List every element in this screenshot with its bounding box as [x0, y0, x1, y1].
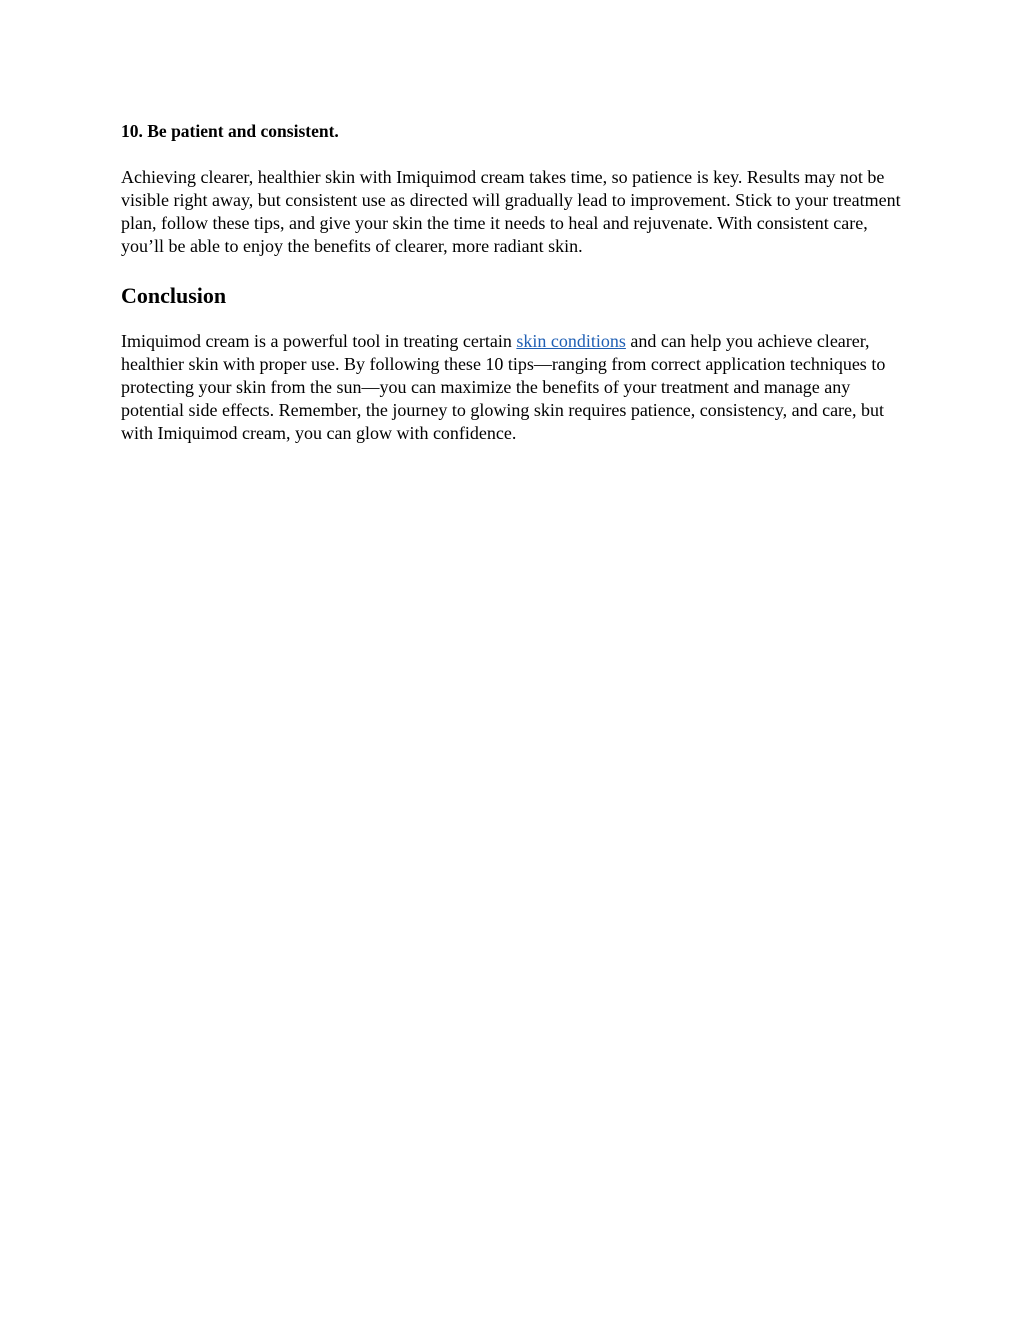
conclusion-text-before-link: Imiquimod cream is a powerful tool in treating certain	[121, 331, 517, 351]
conclusion-text-after-link: and can help you achieve clearer, healthier skin with proper use. By following these 10 tips—ranging from correct application techniques to protecting your skin from the sun—you can maximize the benefits of your treatment and manage any potential side effects. Remember, the journey to glowing skin requires patience, consistency, and care, but with Imiquimod cream, you can glow with confidence.	[121, 331, 886, 443]
document-page	[121, 120, 911, 445]
section-10-paragraph: Achieving clearer, healthier skin with Imiquimod cream takes time, so patience is key. Results may not be visible right away, but consistent use as directed will gradually lead to improvement. Stick to your treatment plan, follow these tips, and give your skin the time it needs to heal and rejuvenate. With consistent care, you’ll be able to enjoy the benefits of clearer, more radiant skin.	[121, 167, 901, 256]
conclusion-paragraph	[121, 330, 911, 445]
skin-conditions-link[interactable]: skin conditions	[516, 331, 626, 351]
section-10-heading: 10. Be patient and consistent.	[121, 121, 339, 141]
conclusion-heading: Conclusion	[121, 283, 227, 308]
